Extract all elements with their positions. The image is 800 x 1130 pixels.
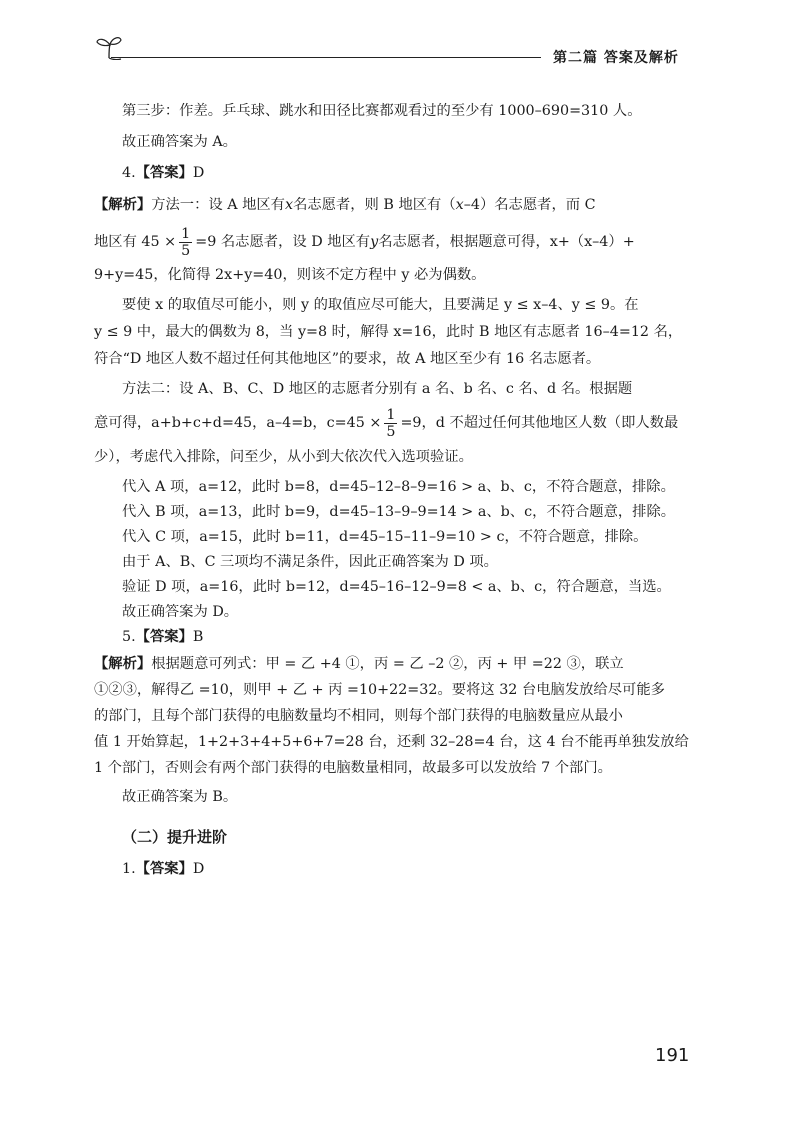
header-rule bbox=[111, 57, 541, 58]
text-line: 故正确答案为 B。 bbox=[122, 789, 238, 805]
text-span: =9，d 不超过任何其他地区人数（即人数最 bbox=[400, 415, 679, 431]
text-line: 故正确答案为 A。 bbox=[122, 134, 237, 150]
text-line bbox=[94, 654, 698, 674]
section-title: 第二篇 答案及解析 bbox=[553, 50, 679, 66]
fraction-numerator: 1 bbox=[386, 406, 396, 423]
text-line: 9+y=45，化简得 2x+y=40，则该不定方程中 y 必为偶数。 bbox=[94, 267, 486, 283]
text-line: 值 1 开始算起，1+2+3+4+5+6+7=28 台，还剩 32–28=4 台，这 4 台不能再单独发放给 bbox=[94, 734, 689, 750]
analysis-tag: 【解析】 bbox=[94, 197, 152, 213]
question-5-answer bbox=[94, 627, 698, 647]
var-y: y bbox=[370, 234, 379, 250]
text-line: 代入 B 项，a=13，此时 b=9，d=45–13–9–9=14 > a、b、c，不符合题意，排除。 bbox=[122, 504, 676, 520]
answer-tag: 【答案】 bbox=[135, 165, 193, 181]
text-line: 故正确答案为 D。 bbox=[122, 604, 239, 620]
text-line: y ≤ 9 中，最大的偶数为 8，当 y=8 时，解得 x=16，此时 B 地区有志愿者 16–4=12 名， bbox=[94, 324, 683, 340]
text-span: 地区有 45 × bbox=[94, 234, 177, 250]
text-line: 由于 A、B、C 三项均不满足条件，因此正确答案为 D 项。 bbox=[122, 554, 498, 570]
text-span: 名志愿者，根据题意可得， bbox=[378, 234, 550, 250]
answer-value: D bbox=[192, 861, 205, 877]
question-number: 4. bbox=[122, 165, 136, 181]
question-1-answer bbox=[94, 859, 698, 879]
text-line: 要使 x 的取值尽可能小，则 y 的取值应尽可能大，且要满足 y ≤ x–4、y ≤ 9。在 bbox=[122, 297, 639, 313]
text-line: 的部门，且每个部门获得的电脑数量均不相同，则每个部门获得的电脑数量应从最小 bbox=[94, 708, 623, 724]
text-span: 名志愿者，则 B 地区有（ bbox=[293, 197, 456, 213]
question-number: 1. bbox=[122, 861, 136, 877]
answer-tag: 【答案】 bbox=[135, 861, 193, 877]
text-line: 第三步：作差。乒乓球、跳水和田径比赛都观看过的至少有 1000–690=310 人。 bbox=[122, 103, 642, 119]
fraction-denominator: 5 bbox=[181, 242, 191, 259]
text-line: 代入 C 项，a=15，此时 b=11，d=45–15–11–9=10 > c，不符合题意，排除。 bbox=[122, 529, 648, 545]
page-body bbox=[94, 101, 698, 877]
text-line: 少），考虑代入排除，问至少，从小到大依次代入选项验证。 bbox=[94, 449, 473, 465]
fraction-numerator: 1 bbox=[181, 225, 191, 242]
question-4-answer bbox=[94, 163, 698, 183]
text-span: 方法一：设 A 地区有 bbox=[151, 197, 285, 213]
answer-tag: 【答案】 bbox=[135, 629, 193, 645]
text-span: 意可得，a+b+c+d=45，a–4=b，c=45 × bbox=[94, 415, 382, 431]
text-line bbox=[94, 406, 698, 440]
text-span: –4）名志愿者，而 C bbox=[463, 197, 596, 213]
fraction-one-fifth bbox=[384, 407, 397, 440]
page-number: 191 bbox=[655, 1045, 690, 1066]
text-line: 符合“D 地区人数不超过任何其他地区”的要求，故 A 地区至少有 16 名志愿者。 bbox=[94, 351, 601, 367]
text-span: 根据题意可列式：甲 = 乙 +4 ①，丙 = 乙 –2 ②，丙 + 甲 =22 ③，联立 bbox=[151, 656, 624, 672]
var-x: x bbox=[455, 197, 464, 213]
analysis-tag: 【解析】 bbox=[94, 656, 152, 672]
fraction-one-fifth bbox=[179, 226, 192, 259]
text-line: 方法二：设 A、B、C、D 地区的志愿者分别有 a 名、b 名、c 名、d 名。根据题 bbox=[122, 381, 633, 397]
text-line bbox=[94, 225, 698, 259]
text-line: 验证 D 项，a=16，此时 b=12，d=45–16–12–9=8 < a、b、c，符合题意，当选。 bbox=[122, 579, 671, 595]
text-span: x+（x–4）+ bbox=[549, 234, 635, 250]
var-x: x bbox=[284, 197, 294, 213]
question-number: 5. bbox=[122, 629, 136, 645]
text-line: 1 个部门，否则会有两个部门获得的电脑数量相同，故最多可以发放给 7 个部门。 bbox=[94, 760, 612, 776]
text-line bbox=[94, 195, 698, 215]
section-heading: （二）提升进阶 bbox=[122, 828, 228, 846]
answer-value: B bbox=[192, 629, 204, 645]
text-span: =9 名志愿者，设 D 地区有 bbox=[195, 234, 371, 250]
fraction-denominator: 5 bbox=[386, 423, 396, 440]
text-line: 代入 A 项，a=12，此时 b=8，d=45–12–8–9=16 > a、b、c，不符合题意，排除。 bbox=[122, 479, 675, 495]
text-line: ①②③，解得乙 =10，则甲 + 乙 + 丙 =10+22=32。要将这 32 台电脑发放给尽可能多 bbox=[94, 682, 665, 698]
answer-value: D bbox=[192, 165, 205, 181]
